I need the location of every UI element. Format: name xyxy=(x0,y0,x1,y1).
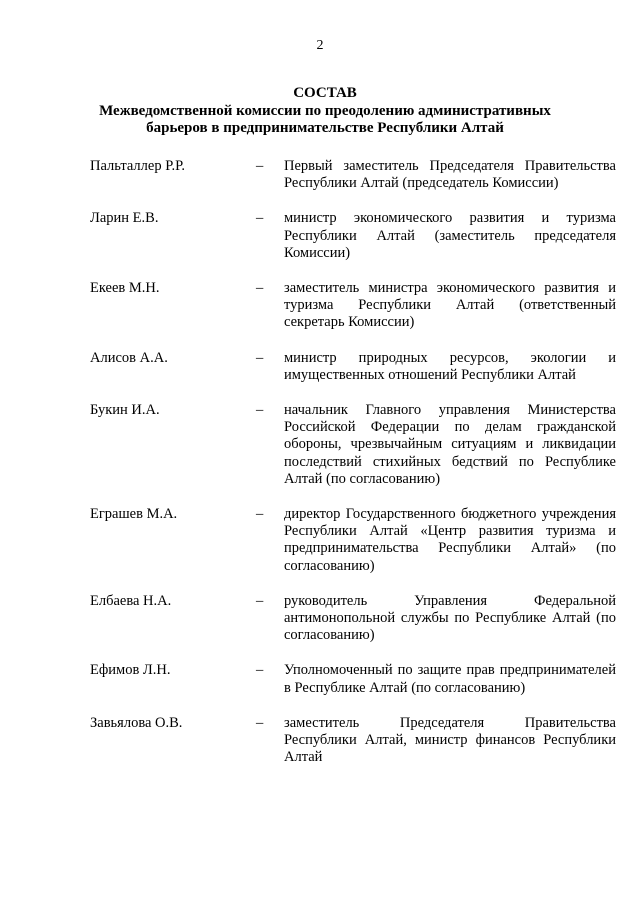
member-row xyxy=(0,662,640,696)
member-row xyxy=(0,280,640,332)
heading-subtitle-line-2: барьеров в предпринимательстве Республики Алтай xyxy=(146,120,504,136)
document-heading xyxy=(90,85,560,138)
member-role: директор Государственного бюджетного учреждения Республики Алтай «Центр развития туризма и предпринимательства Республики Алтай» (по согласованию) xyxy=(284,506,616,574)
member-row xyxy=(0,506,640,575)
member-dash: – xyxy=(256,402,264,419)
heading-title: СОСТАВ xyxy=(293,85,357,101)
member-dash: – xyxy=(256,714,264,731)
member-dash: – xyxy=(256,506,264,523)
heading-subtitle-line-1: Межведомственной комиссии по преодолению административных xyxy=(99,102,551,119)
member-name: Елбаева Н.А. xyxy=(90,592,172,609)
member-name: Алисов А.А. xyxy=(90,349,168,366)
member-role: министр экономического развития и туризма Республики Алтай (заместитель председателя Комиссии) xyxy=(284,210,616,261)
member-name: Букин И.А. xyxy=(90,402,160,419)
page-number: 2 xyxy=(316,38,324,53)
member-dash: – xyxy=(256,158,264,174)
member-name: Еграшев М.А. xyxy=(90,506,178,523)
member-role: Первый заместитель Председателя Правительства Республики Алтай (председатель Комиссии) xyxy=(284,158,616,192)
member-dash: – xyxy=(256,210,264,227)
member-row xyxy=(0,210,640,262)
member-name: Екеев М.Н. xyxy=(90,280,160,297)
member-role: руководитель Управления Федеральной антимонопольной службы по Республике Алтай (по согласованию) xyxy=(284,592,616,644)
member-row xyxy=(0,593,640,645)
member-role: Уполномоченный по защите прав предпринимателей в Республике Алтай (по согласованию) xyxy=(284,662,616,696)
member-dash: – xyxy=(256,349,264,366)
member-name: Ларин Е.В. xyxy=(90,210,159,227)
member-dash: – xyxy=(256,592,264,609)
commission-members-list xyxy=(0,158,640,766)
member-dash: – xyxy=(256,662,264,679)
member-dash: – xyxy=(256,280,264,297)
member-row xyxy=(0,350,640,384)
member-name: Завьялова О.В. xyxy=(90,714,183,731)
member-role: заместитель министра экономического развития и туризма Республики Алтай (ответственный секретарь Комиссии) xyxy=(284,280,616,331)
member-role: начальник Главного управления Министерства Российской Федерации по делам гражданской обороны, чрезвычайным ситуациям и ликвидации последствий стихийных бедствий по Республике Алтай (по согласованию) xyxy=(284,402,616,487)
member-row xyxy=(0,402,640,488)
member-name: Пальталлер Р.Р. xyxy=(90,158,185,174)
member-row xyxy=(0,715,640,767)
member-role: министр природных ресурсов, экологии и имущественных отношений Республики Алтай xyxy=(284,349,616,383)
member-row xyxy=(0,158,640,192)
member-role: заместитель Председателя Правительства Республики Алтай, министр финансов Республики Алтай xyxy=(284,714,616,766)
member-name: Ефимов Л.Н. xyxy=(90,662,171,679)
